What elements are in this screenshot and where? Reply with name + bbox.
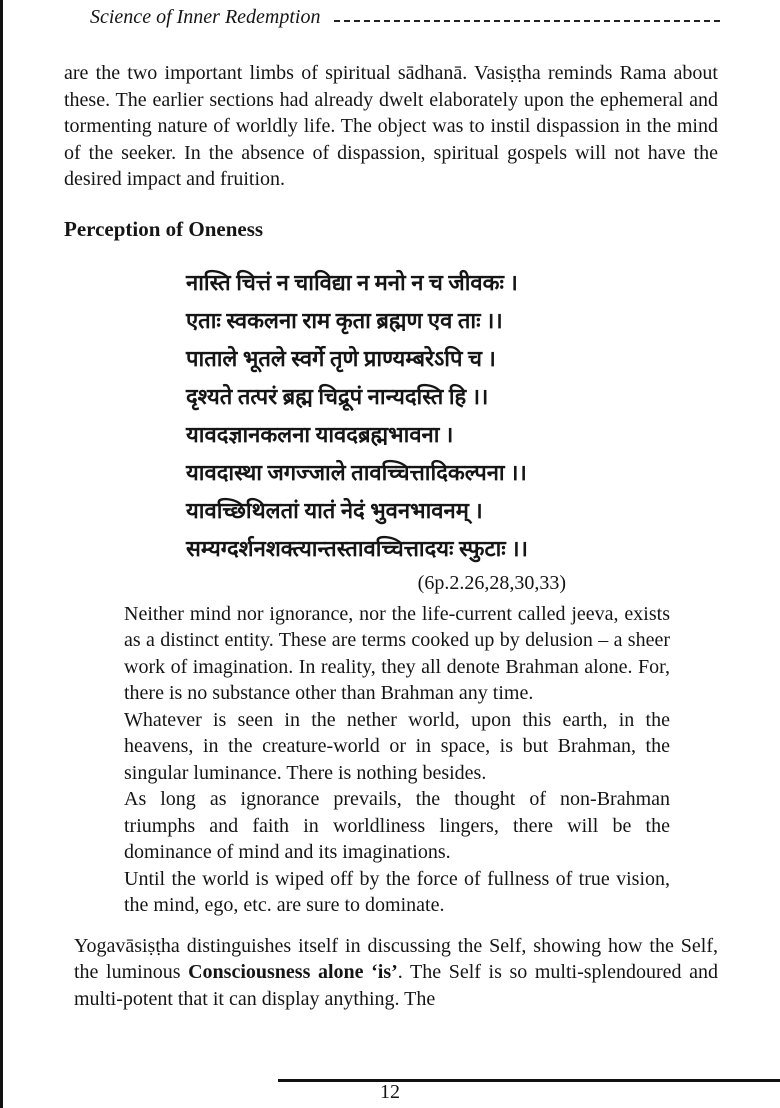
closing-paragraph (74, 933, 718, 1013)
verse-line: एताः स्वकलना राम कृता ब्रह्मण एव ताः ।। (186, 307, 503, 333)
closing-text-before: Yogavāsiṣṭha distinguishes itself in discussing the Self, showing how the Self, the luminous (74, 934, 718, 983)
translation-paragraph: Until the world is wiped off by the force of fullness of true vision, the mind, ego, etc. are sure to dominate. (124, 867, 670, 916)
verse-line: यावदास्था जगज्जाले तावच्चित्तादिकल्पना ।। (186, 459, 527, 485)
sanskrit-verse-block (186, 264, 718, 568)
verse-line: पाताले भूतले स्वर्गे तृणे प्राण्यम्बरेऽपि च । (186, 345, 496, 371)
closing-text-bold: Consciousness alone ‘is’ (188, 961, 398, 983)
lead-paragraph: are the two important limbs of spiritual sādhanā. Vasiṣṭha reminds Rama about these. The earlier sections had already dwelt elaborately upon the ephemeral and tormenting nature of worldly life. The object was to instil dispassion in the mind of the seeker. In the absence of dispassion, spiritual gospels will not have the desired impact and fruition. (64, 62, 718, 190)
scan-edge-left (0, 0, 3, 1108)
header-rule (334, 20, 720, 22)
page-number: 12 (380, 1081, 400, 1103)
verse-line: यावच्छिथिलतां यातं नेदं भुवनभावनम् । (186, 497, 483, 523)
verse-line: नास्ति चित्तं न चाविद्या न मनो न च जीवकः । (186, 269, 518, 295)
translation-block (124, 601, 670, 919)
running-header (90, 6, 720, 29)
translation-paragraph: Neither mind nor ignorance, nor the life-current called jeeva, exists as a distinct entity. These are terms cooked up by delusion – a sheer work of imagination. In reality, they all denote Brahman alone. For, there is no substance other than Brahman any time. (124, 602, 670, 704)
translation-paragraph: As long as ignorance prevails, the thought of non-Brahman triumphs and faith in worldliness lingers, there will be the dominance of mind and its imaginations. (124, 788, 670, 863)
translation-paragraph: Whatever is seen in the nether world, upon this earth, in the heavens, in the creature-world or in space, is but Brahman, the singular luminance. There is nothing besides. (124, 708, 670, 784)
page-content (64, 40, 718, 1032)
header-title: Science of Inner Redemption (90, 6, 321, 28)
verse-line: सम्यग्दर्शनशक्त्यान्तस्तावच्चित्तादयः स्फुटाः ।। (186, 535, 528, 561)
verse-line: दृश्यते तत्परं ब्रह्म चिद्रूपं नान्यदस्ति हि ।। (186, 383, 489, 409)
section-heading: Perception of Oneness (64, 216, 264, 241)
verse-citation: (6p.2.26,28,30,33) (417, 571, 566, 594)
verse-line: यावदज्ञानकलना यावदब्रह्मभावना । (186, 421, 454, 447)
closing-text-after: . The Self is so multi-splendoured and multi-potent that it can display anything. The (74, 961, 718, 1010)
